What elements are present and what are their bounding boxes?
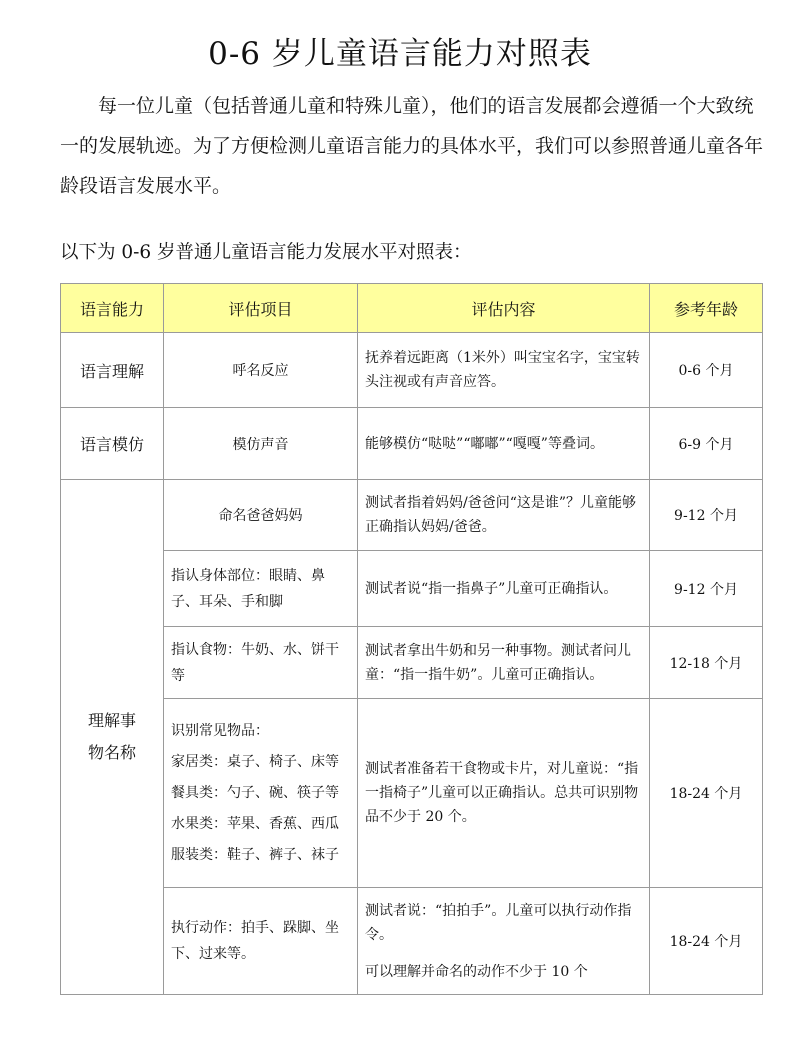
item-cell: 呼名反应 xyxy=(164,333,358,408)
content-cell: 测试者说“指一指鼻子”儿童可正确指认。 xyxy=(358,551,650,627)
ability-cell: 语言模仿 xyxy=(61,408,164,480)
item-cell: 指认身体部位：眼睛、鼻子、耳朵、手和脚 xyxy=(164,551,358,627)
item-line: 水果类：苹果、香蕉、西瓜 xyxy=(171,815,339,832)
age-cell: 9-12 个月 xyxy=(650,551,763,627)
header-age: 参考年龄 xyxy=(650,284,763,333)
header-content: 评估内容 xyxy=(358,284,650,333)
content-cell: 测试者指着妈妈/爸爸问“这是谁”？儿童能够正确指认妈妈/爸爸。 xyxy=(358,480,650,551)
table-row xyxy=(61,551,763,627)
age-cell: 9-12 个月 xyxy=(650,480,763,551)
table-header-row xyxy=(61,284,763,333)
item-cell: 指认食物：牛奶、水、饼干等 xyxy=(164,627,358,699)
table-subheading: 以下为 0-6 岁普通儿童语言能力发展水平对照表： xyxy=(60,242,472,263)
content-cell: 测试者拿出牛奶和另一种事物。测试者问儿童：“指一指牛奶”。儿童可正确指认。 xyxy=(358,627,650,699)
age-cell: 0-6 个月 xyxy=(650,333,763,408)
item-line: 识别常见物品： xyxy=(171,722,269,739)
ability-cell: 语言理解 xyxy=(61,333,164,408)
table-row xyxy=(61,333,763,408)
table-row xyxy=(61,888,763,995)
table-row xyxy=(61,408,763,480)
item-line: 家居类：桌子、椅子、床等 xyxy=(171,753,339,770)
content-cell: 测试者准备若干食物或卡片，对儿童说：“指一指椅子”儿童可以正确指认。总共可识别物品不少于 20 个。 xyxy=(358,699,650,888)
ability-line: 物名称 xyxy=(87,743,136,762)
item-cell: 执行动作：拍手、跺脚、坐下、过来等。 xyxy=(164,888,358,995)
item-cell xyxy=(164,699,358,888)
language-ability-table xyxy=(60,283,763,995)
table-row xyxy=(61,627,763,699)
header-ability: 语言能力 xyxy=(61,284,164,333)
item-line: 服装类：鞋子、裤子、袜子 xyxy=(171,846,339,863)
table-row xyxy=(61,699,763,888)
ability-line: 理解事 xyxy=(87,711,136,730)
intro-text: 每一位儿童（包括普通儿童和特殊儿童），他们的语言发展都会遵循一个大致统一的发展轨迹。为了方便检测儿童语言能力的具体水平，我们可以参照普通儿童各年龄段语言发展水平。 xyxy=(60,95,764,197)
content-paragraph: 测试者说：“拍拍手”。儿童可以执行动作指令。 xyxy=(365,902,632,943)
age-cell: 6-9 个月 xyxy=(650,408,763,480)
ability-cell-merged xyxy=(61,480,164,995)
content-cell: 抚养着远距离（1米外）叫宝宝名字，宝宝转头注视或有声音应答。 xyxy=(358,333,650,408)
age-cell: 18-24 个月 xyxy=(650,888,763,995)
content-cell: 能够模仿“哒哒”“嘟嘟”“嘎嘎”等叠词。 xyxy=(358,408,650,480)
age-cell: 12-18 个月 xyxy=(650,627,763,699)
table-row xyxy=(61,480,763,551)
item-cell: 模仿声音 xyxy=(164,408,358,480)
intro-paragraph xyxy=(60,86,772,206)
content-paragraph: 可以理解并命名的动作不少于 10 个 xyxy=(365,963,588,980)
content-cell xyxy=(358,888,650,995)
item-line: 餐具类：勺子、碗、筷子等 xyxy=(171,784,339,801)
page-title: 0-6 岁儿童语言能力对照表 xyxy=(208,36,592,72)
age-cell: 18-24 个月 xyxy=(650,699,763,888)
header-item: 评估项目 xyxy=(164,284,358,333)
item-cell: 命名爸爸妈妈 xyxy=(164,480,358,551)
